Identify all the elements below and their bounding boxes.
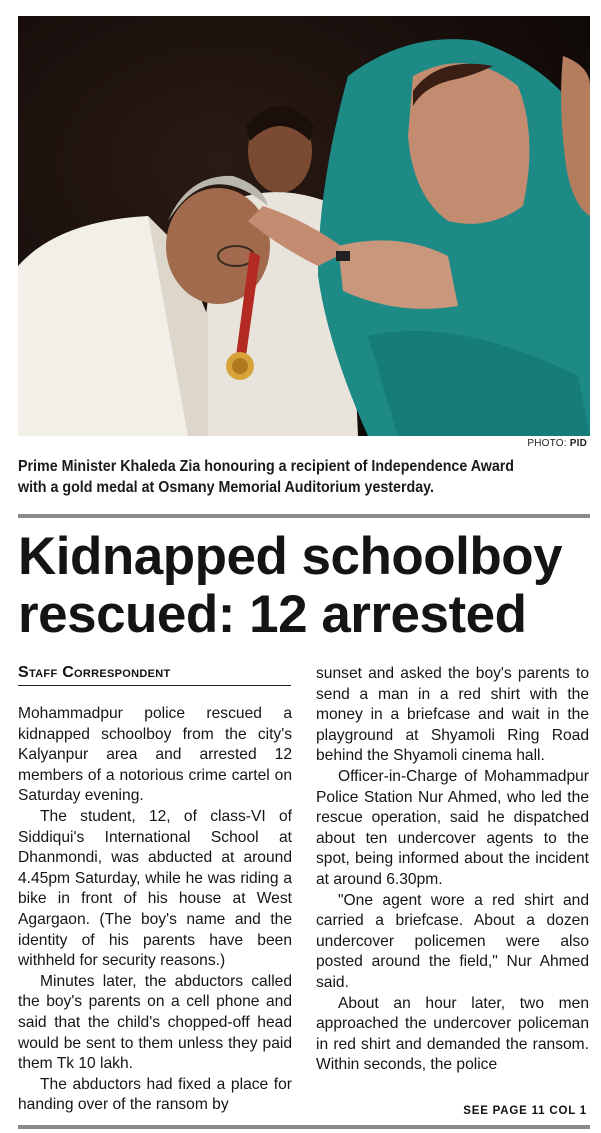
award-ceremony-photo	[18, 16, 590, 436]
section-divider	[18, 514, 590, 518]
continuation-link[interactable]: SEE PAGE 11 COL 1	[463, 1105, 587, 1117]
photo-credit-label: PHOTO:	[527, 438, 567, 449]
article-column-right	[316, 664, 589, 1076]
article-paragraph: Officer-in-Charge of Mohammadpur Police Station Nur Ahmed, who led the rescue operation, said he dispatched about ten undercover agents to the spot, being informed about the incident at around 6.30pm.	[316, 767, 589, 888]
photo-credit	[527, 438, 587, 449]
photo-caption	[18, 456, 542, 498]
article-paragraph: Mohammadpur police rescued a kidnapped schoolboy from the city's Kalyanpur area and arrested 12 members of a notorious crime cartel on Saturday evening.	[18, 705, 292, 805]
article-paragraph: Minutes later, the abductors called the boy's parents on a cell phone and said that the child's chopped-off head would be sent to them unless they paid them Tk 10 lakh.	[18, 972, 292, 1073]
article-column-left	[18, 704, 292, 1116]
headline-line-2: rescued: 12 arrested	[18, 585, 527, 644]
caption-line-1: Prime Minister Khaleda Zia honouring a recipient of Independence Award	[18, 458, 515, 475]
bottom-divider	[18, 1125, 590, 1129]
news-photo	[18, 16, 590, 436]
headline-line-1: Kidnapped schoolboy	[18, 527, 563, 586]
article-headline	[18, 528, 593, 644]
article-paragraph: "One agent wore a red shirt and carried a briefcase. About a dozen undercover policemen were also posted around the field," Nur Ahmed said.	[316, 891, 589, 991]
caption-line-2: with a gold medal at Osmany Memorial Auditorium yesterday.	[18, 479, 435, 496]
article-paragraph: sunset and asked the boy's parents to send a man in a red shirt with the money in a briefcase and wait in the playground at Shyamoli Ring Road behind the Shyamoli cinema hall.	[316, 665, 589, 765]
photo-credit-source: PID	[569, 438, 587, 449]
article-byline: Staff Correspondent	[18, 664, 291, 686]
article-paragraph: About an hour later, two men approached the undercover policeman in red shirt and demanded the ransom. Within seconds, the police	[316, 994, 589, 1074]
article-paragraph: The abductors had fixed a place for handing over of the ransom by	[18, 1075, 292, 1114]
article-paragraph: The student, 12, of class-VI of Siddiqui's International School at Dhanmondi, was abducted at around 4.45pm Saturday, while he was riding a bike in front of his house at West Agargaon. (The boy's name and the identity of his parents have been withheld for security reasons.)	[18, 807, 292, 970]
